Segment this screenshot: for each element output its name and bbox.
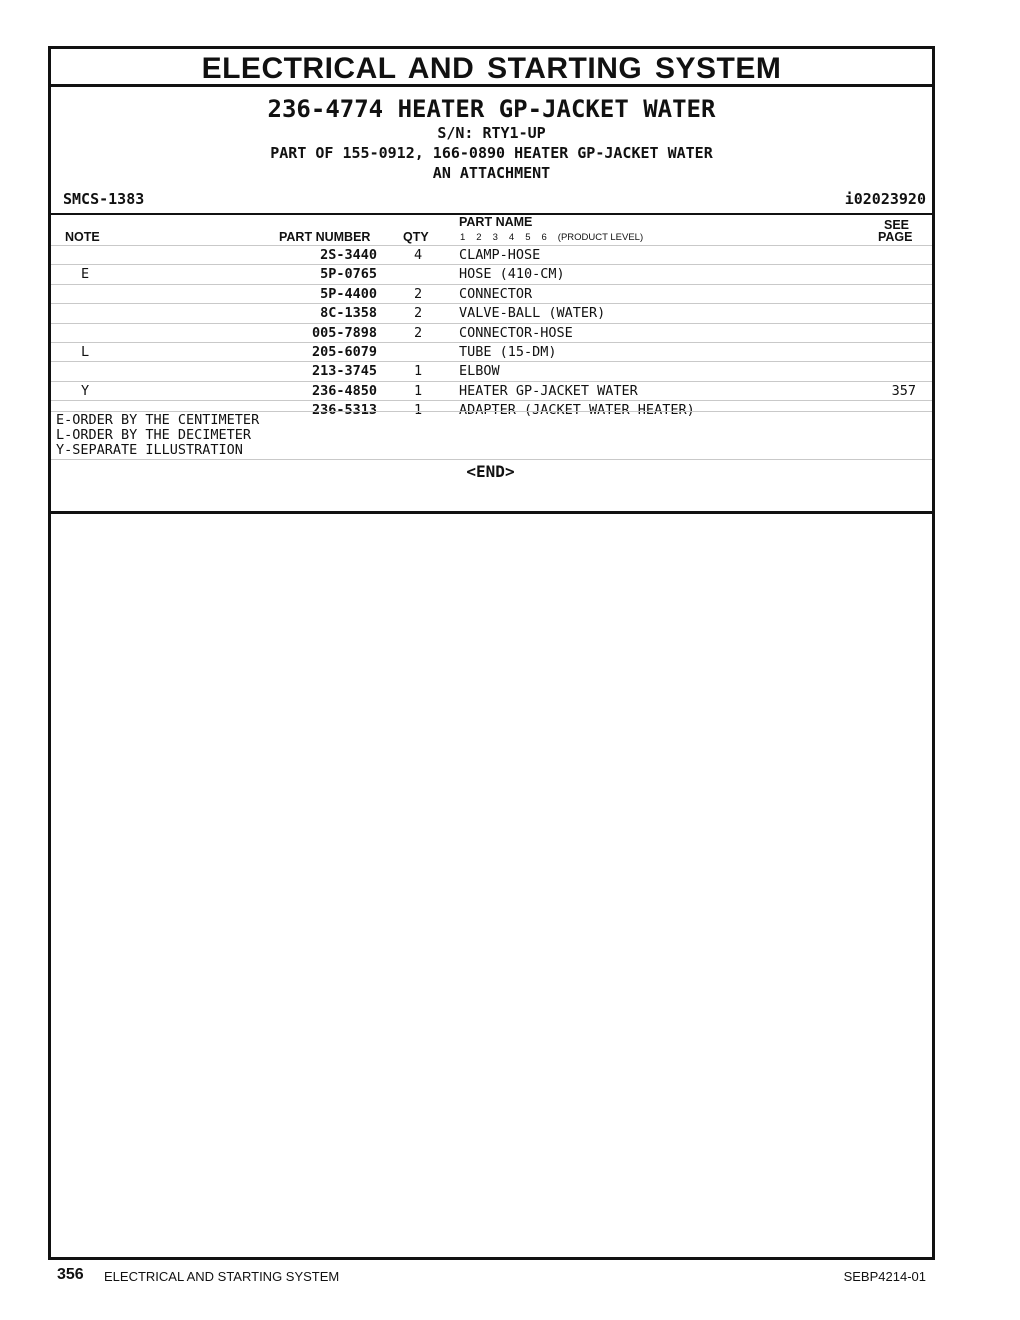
row-part-name: TUBE (15-DM) [459, 343, 557, 360]
parts-table [51, 245, 932, 420]
attachment-line: AN ATTACHMENT [432, 164, 551, 182]
row-part-name: HOSE (410-CM) [459, 266, 565, 283]
row-qty: 1 [414, 382, 423, 399]
header-part-number: PART NUMBER [279, 230, 371, 244]
row-note: L [81, 343, 90, 360]
note-line: Y-SEPARATE ILLUSTRATION [56, 442, 243, 458]
row-see-page: 357 [891, 382, 916, 399]
row-part-number: 213-3745 [311, 363, 377, 380]
table-row [51, 361, 932, 380]
level-6: 6 [541, 232, 547, 243]
row-qty: 2 [414, 285, 423, 302]
row-qty: 2 [414, 324, 423, 341]
part-of-line: PART OF 155-0912, 166-0890 HEATER GP-JACKET WATER [270, 144, 713, 162]
table-row [51, 323, 932, 342]
product-level-label: (PRODUCT LEVEL) [557, 232, 644, 243]
page-frame [48, 46, 935, 1260]
row-part-name: CONNECTOR-HOSE [459, 324, 573, 341]
row-part-number: 205-6079 [311, 343, 377, 360]
level-4: 4 [508, 232, 515, 243]
row-part-name: CLAMP-HOSE [459, 247, 541, 263]
level-1: 1 [460, 232, 466, 243]
footer-page-number: 356 [57, 1266, 84, 1283]
row-part-number: 005-7898 [311, 324, 377, 341]
header-note: NOTE [65, 230, 100, 244]
row-qty: 4 [414, 247, 423, 263]
header-see: SEE [884, 218, 910, 232]
product-levels [460, 232, 654, 243]
section-bottom-rule [51, 511, 932, 514]
table-row [51, 342, 932, 361]
row-part-number: 5P-4400 [320, 285, 377, 302]
row-qty: 2 [414, 305, 423, 322]
row-part-number: 236-5313 [311, 402, 377, 419]
table-row [51, 264, 932, 283]
row-part-name: CONNECTOR [459, 285, 533, 302]
table-row [51, 303, 932, 322]
row-part-number: 5P-0765 [320, 266, 377, 283]
level-5: 5 [525, 232, 531, 243]
header-part-name: PART NAME [459, 215, 533, 229]
document-id: i02023920 [844, 190, 926, 208]
header-qty: QTY [403, 230, 429, 244]
row-note: E [81, 266, 90, 283]
footer-doc-number: SEBP4214-01 [843, 1269, 926, 1284]
row-note: Y [81, 382, 90, 399]
level-3: 3 [492, 232, 498, 243]
row-part-name: ADAPTER (JACKET WATER HEATER) [459, 402, 695, 419]
row-part-name: HEATER GP-JACKET WATER [459, 382, 638, 399]
note-line: E-ORDER BY THE CENTIMETER [56, 412, 260, 428]
table-row [51, 245, 932, 264]
smcs-code: SMCS-1383 [63, 190, 145, 208]
footer-title: ELECTRICAL AND STARTING SYSTEM [104, 1269, 340, 1284]
table-row [51, 381, 932, 400]
section-title: ELECTRICAL AND STARTING SYSTEM [51, 49, 932, 87]
row-qty: 1 [414, 402, 423, 419]
group-title: 236-4774 HEATER GP-JACKET WATER [267, 95, 716, 123]
table-row [51, 284, 932, 303]
row-part-name: ELBOW [459, 363, 500, 380]
row-part-name: VALVE-BALL (WATER) [459, 305, 606, 322]
row-qty: 1 [414, 363, 423, 380]
end-marker-text: <END> [466, 462, 515, 481]
row-part-number: 2S-3440 [320, 247, 377, 263]
end-marker [51, 462, 932, 481]
level-2: 2 [476, 232, 482, 243]
serial-number: S/N: RTY1-UP [437, 124, 546, 142]
row-part-number: 8C-1358 [320, 305, 377, 322]
row-part-number: 236-4850 [311, 382, 377, 399]
header-page: PAGE [878, 230, 913, 244]
notes-block [51, 411, 932, 460]
note-line: L-ORDER BY THE DECIMETER [56, 427, 252, 443]
